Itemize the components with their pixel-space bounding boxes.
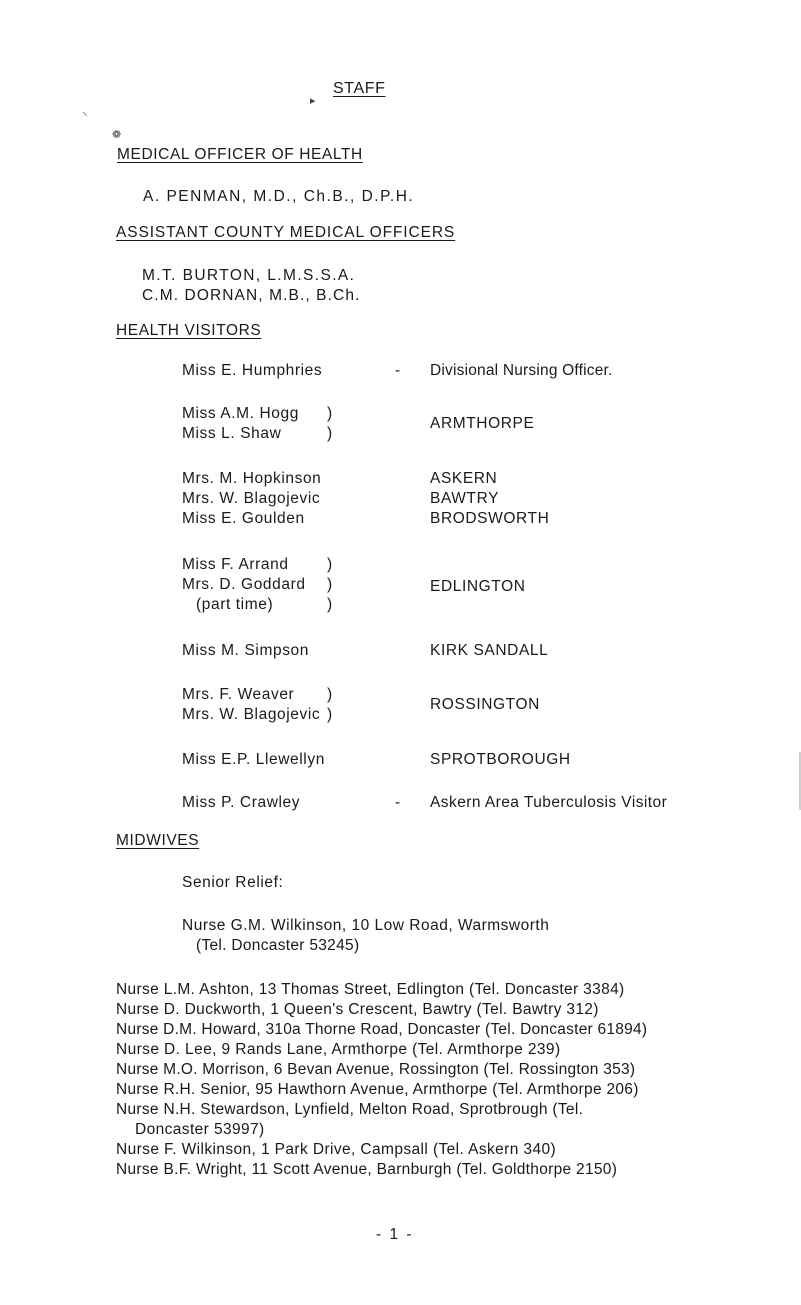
senior-relief-label: Senior Relief: — [182, 874, 284, 891]
acmo-heading: ASSISTANT COUNTY MEDICAL OFFICERS — [116, 224, 456, 241]
bracket: ) — [327, 686, 333, 703]
midwife-entry: Nurse D. Lee, 9 Rands Lane, Armthorpe (Tel. Armthorpe 239) — [116, 1041, 561, 1058]
midwife-entry: Nurse F. Wilkinson, 1 Park Drive, Campsall (Tel. Askern 340) — [116, 1141, 557, 1158]
bracket: ) — [327, 425, 333, 442]
page-title: STAFF — [333, 80, 386, 97]
moh-heading: MEDICAL OFFICER OF HEALTH — [117, 146, 363, 163]
visitor-area: Divisional Nursing Officer. — [430, 362, 613, 379]
visitor-area: KIRK SANDALL — [430, 642, 549, 659]
moh-name: A. PENMAN, M.D., Ch.B., D.P.H. — [143, 188, 415, 205]
midwife-entry: Nurse D. Duckworth, 1 Queen's Crescent, Bawtry (Tel. Bawtry 312) — [116, 1001, 599, 1018]
scan-mark: ▸ — [310, 95, 317, 107]
midwife-entry: Doncaster 53997) — [135, 1121, 265, 1138]
midwife-entry: Nurse L.M. Ashton, 13 Thomas Street, Edlington (Tel. Doncaster 3384) — [116, 981, 625, 998]
bracket: ) — [327, 706, 333, 723]
midwife-entry: Nurse R.H. Senior, 95 Hawthorn Avenue, Armthorpe (Tel. Armthorpe 206) — [116, 1081, 639, 1098]
acmo-name: M.T. BURTON, L.M.S.S.A. — [142, 267, 356, 284]
visitor-name: Mrs. W. Blagojevic — [182, 706, 321, 723]
visitor-area: ROSSINGTON — [430, 696, 540, 713]
visitor-name: (part time) — [196, 596, 274, 613]
visitor-area: ARMTHORPE — [430, 415, 535, 432]
visitor-name: Mrs. M. Hopkinson — [182, 470, 322, 487]
midwives-heading: MIDWIVES — [116, 832, 200, 849]
dash: - — [395, 794, 401, 811]
visitor-name: Miss E. Humphries — [182, 362, 323, 379]
visitor-name: Mrs. D. Goddard — [182, 576, 306, 593]
health-visitors-heading: HEALTH VISITORS — [116, 322, 262, 339]
visitor-area: Askern Area Tuberculosis Visitor — [430, 794, 668, 811]
visitor-name: Miss P. Crawley — [182, 794, 301, 811]
midwife-entry: Nurse N.H. Stewardson, Lynfield, Melton Road, Sprotbrough (Tel. — [116, 1101, 584, 1118]
scan-mark: ❁ — [112, 129, 122, 141]
bracket: ) — [327, 405, 333, 422]
page-number: - 1 - — [376, 1226, 414, 1243]
senior-relief-line: Nurse G.M. Wilkinson, 10 Low Road, Warmsworth — [182, 917, 550, 934]
visitor-name: Miss M. Simpson — [182, 642, 309, 659]
visitor-name: Miss E.P. Llewellyn — [182, 751, 325, 768]
visitor-name: Mrs. W. Blagojevic — [182, 490, 321, 507]
visitor-name: Miss F. Arrand — [182, 556, 289, 573]
bracket: ) — [327, 556, 333, 573]
acmo-name: C.M. DORNAN, M.B., B.Ch. — [142, 287, 361, 304]
visitor-name: Mrs. F. Weaver — [182, 686, 295, 703]
visitor-area: SPROTBOROUGH — [430, 751, 571, 768]
visitor-name: Miss E. Goulden — [182, 510, 305, 527]
scan-mark: ⸜ — [82, 106, 89, 118]
visitor-name: Miss A.M. Hogg — [182, 405, 299, 422]
visitor-name: Miss L. Shaw — [182, 425, 282, 442]
midwife-entry: Nurse B.F. Wright, 11 Scott Avenue, Barnburgh (Tel. Goldthorpe 2150) — [116, 1161, 618, 1178]
dash: - — [395, 362, 401, 379]
visitor-area: EDLINGTON — [430, 578, 526, 595]
visitor-area: BRODSWORTH — [430, 510, 550, 527]
bracket: ) — [327, 596, 333, 613]
senior-relief-line: (Tel. Doncaster 53245) — [196, 937, 360, 954]
visitor-area: ASKERN — [430, 470, 498, 487]
midwife-entry: Nurse D.M. Howard, 310a Thorne Road, Doncaster (Tel. Doncaster 61894) — [116, 1021, 648, 1038]
bracket: ) — [327, 576, 333, 593]
visitor-area: BAWTRY — [430, 490, 500, 507]
midwife-entry: Nurse M.O. Morrison, 6 Bevan Avenue, Rossington (Tel. Rossington 353) — [116, 1061, 636, 1078]
